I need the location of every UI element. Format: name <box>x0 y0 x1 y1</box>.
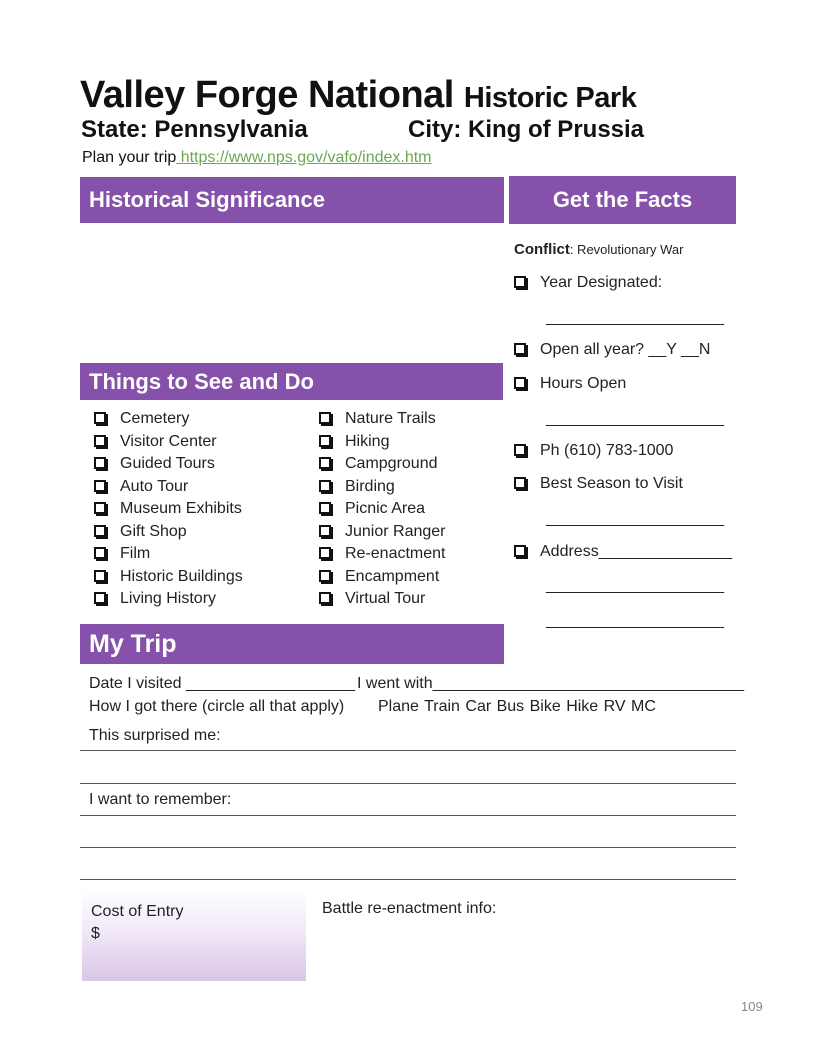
list-item: Picnic Area <box>319 498 446 521</box>
checkbox-icon[interactable] <box>94 457 106 469</box>
checkbox-icon[interactable] <box>319 570 331 582</box>
list-item: Historic Buildings <box>94 566 243 589</box>
title-main: Valley Forge National <box>80 74 454 116</box>
checkbox-icon[interactable] <box>319 502 331 514</box>
list-item: Guided Tours <box>94 453 243 476</box>
went-with[interactable]: I went with___________________________________ <box>357 675 745 692</box>
list-item: Cemetery <box>94 408 243 431</box>
checkbox-icon[interactable] <box>94 412 106 424</box>
list-item: Encampment <box>319 566 446 589</box>
checkbox-icon[interactable] <box>514 545 526 557</box>
page-number: 109 <box>741 999 763 1014</box>
page-title <box>80 74 636 117</box>
list-item: Birding <box>319 476 446 499</box>
list-item: Film <box>94 543 243 566</box>
writing-line[interactable] <box>80 879 736 880</box>
list-item: Hiking <box>319 431 446 454</box>
checkbox-icon[interactable] <box>514 276 526 288</box>
writing-line[interactable] <box>80 815 736 816</box>
conflict-line <box>514 241 684 258</box>
list-item: Visitor Center <box>94 431 243 454</box>
things-list-left <box>94 408 243 611</box>
checkbox-icon[interactable] <box>319 457 331 469</box>
checkbox-icon[interactable] <box>319 547 331 559</box>
things-list-right <box>319 408 446 611</box>
title-small: Historic Park <box>463 82 637 114</box>
checkbox-icon[interactable] <box>514 377 526 389</box>
list-item: Museum Exhibits <box>94 498 243 521</box>
checkbox-icon[interactable] <box>514 343 526 355</box>
address-label: Address_______________ <box>540 543 733 560</box>
state-label: State: Pennsylvania <box>81 116 308 143</box>
checkbox-icon[interactable] <box>319 412 331 424</box>
checkbox-icon[interactable] <box>94 592 106 604</box>
list-item: Virtual Tour <box>319 588 446 611</box>
park-url-link[interactable]: https://www.nps.gov/vafo/index.htm <box>176 149 432 166</box>
checkbox-icon[interactable] <box>94 570 106 582</box>
year-blank[interactable]: ____________________ <box>546 309 724 326</box>
my-trip-header: My Trip <box>80 624 504 664</box>
best-season-item <box>514 475 683 493</box>
date-visited[interactable]: Date I visited ___________________ <box>89 675 355 692</box>
phone-label: Ph (610) 783-1000 <box>540 442 674 459</box>
cost-of-entry-box[interactable] <box>82 889 306 981</box>
historical-significance-header: Historical Significance <box>80 177 504 223</box>
address-item <box>514 543 732 561</box>
checkbox-icon[interactable] <box>94 502 106 514</box>
list-item: Living History <box>94 588 243 611</box>
plan-label: Plan your trip <box>82 149 177 166</box>
transport-modes[interactable]: Plane Train Car Bus Bike Hike RV MC <box>378 698 656 715</box>
best-season-label: Best Season to Visit <box>540 475 683 492</box>
checkbox-icon[interactable] <box>319 592 331 604</box>
conflict-label: Conflict <box>514 241 570 258</box>
list-item: Nature Trails <box>319 408 446 431</box>
checkbox-icon[interactable] <box>94 480 106 492</box>
hours-open-item <box>514 375 626 393</box>
year-designated-label: Year Designated: <box>540 274 663 291</box>
things-to-see-header: Things to See and Do <box>80 363 503 400</box>
phone-item <box>514 442 673 460</box>
conflict-value: : Revolutionary War <box>569 242 684 257</box>
season-blank[interactable]: ____________________ <box>546 510 724 527</box>
checkbox-icon[interactable] <box>94 525 106 537</box>
checkbox-icon[interactable] <box>94 435 106 447</box>
address-blank-1[interactable]: ____________________ <box>546 577 724 594</box>
get-the-facts-header: Get the Facts <box>509 176 736 224</box>
hours-blank[interactable]: ____________________ <box>546 410 724 427</box>
address-blank-2[interactable]: ____________________ <box>546 612 724 629</box>
cost-value: $ <box>91 925 100 942</box>
remember-label: I want to remember: <box>89 791 232 808</box>
city-label: City: King of Prussia <box>408 116 645 143</box>
open-all-year-item <box>514 341 710 359</box>
open-all-year-label: Open all year? __Y __N <box>540 341 711 358</box>
checkbox-icon[interactable] <box>514 477 526 489</box>
writing-line[interactable] <box>80 750 736 751</box>
writing-line[interactable] <box>80 847 736 848</box>
list-item: Junior Ranger <box>319 521 446 544</box>
list-item: Auto Tour <box>94 476 243 499</box>
plan-trip-line <box>82 149 432 167</box>
list-item: Campground <box>319 453 446 476</box>
how-got-there: How I got there (circle all that apply) <box>89 698 345 715</box>
battle-info-label: Battle re-enactment info: <box>322 900 497 917</box>
cost-label: Cost of Entry <box>91 903 184 920</box>
list-item: Re-enactment <box>319 543 446 566</box>
hours-open-label: Hours Open <box>540 375 627 392</box>
checkbox-icon[interactable] <box>94 547 106 559</box>
checkbox-icon[interactable] <box>319 480 331 492</box>
surprised-label: This surprised me: <box>89 727 221 744</box>
checkbox-icon[interactable] <box>514 444 526 456</box>
year-designated-item <box>514 274 662 292</box>
list-item: Gift Shop <box>94 521 243 544</box>
checkbox-icon[interactable] <box>319 525 331 537</box>
writing-line[interactable] <box>80 783 736 784</box>
checkbox-icon[interactable] <box>319 435 331 447</box>
